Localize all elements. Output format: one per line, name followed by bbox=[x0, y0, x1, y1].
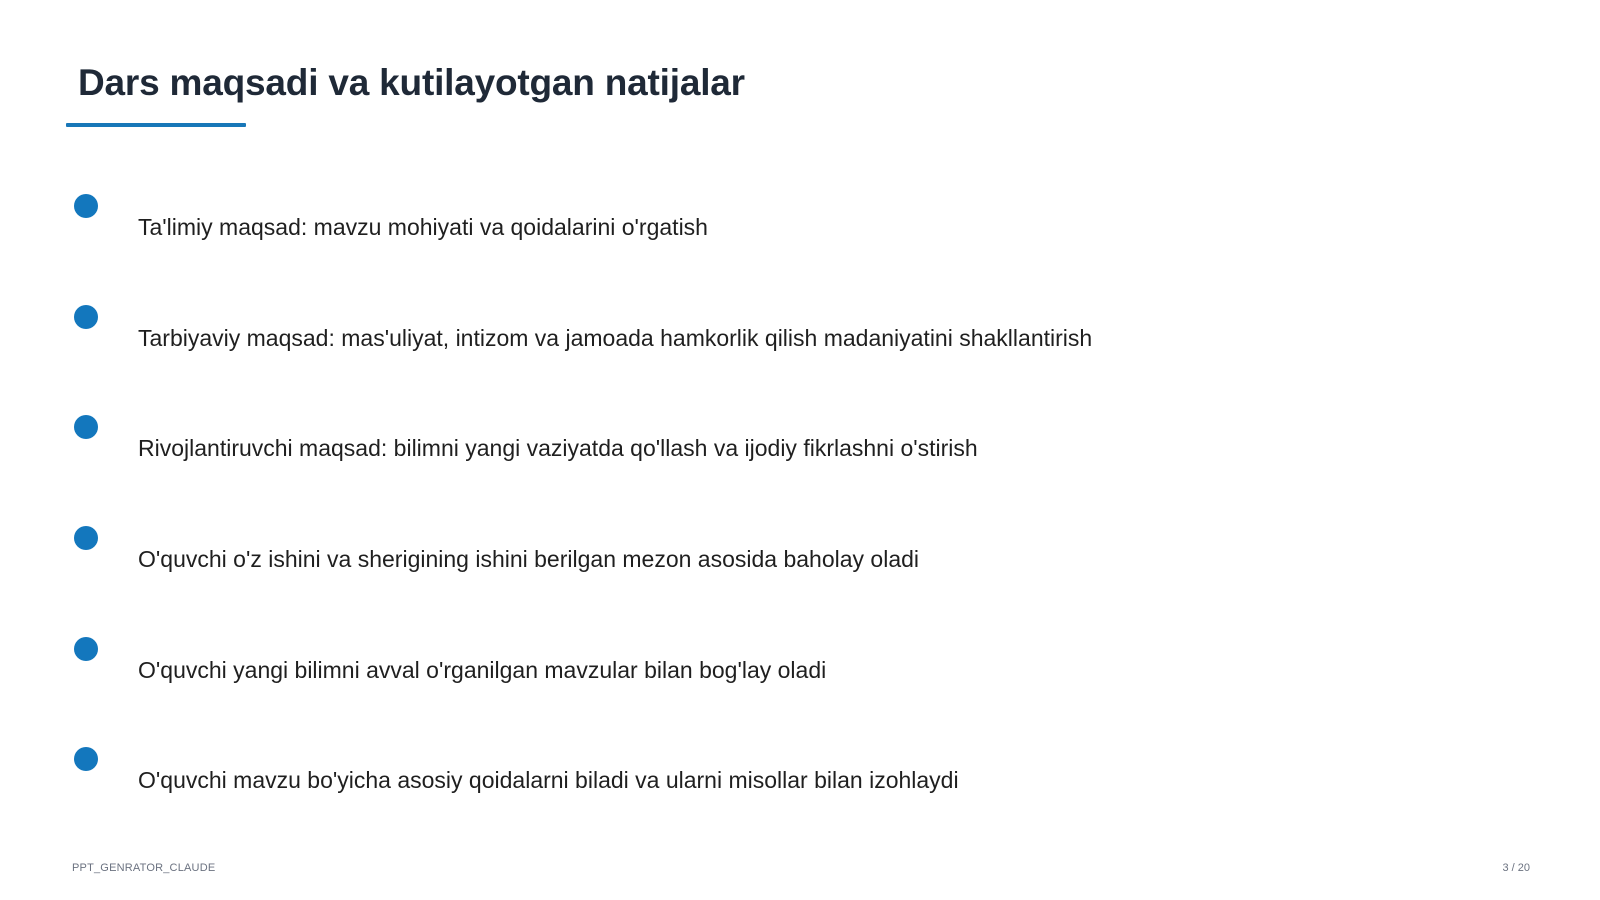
bullet-dot-icon bbox=[74, 526, 98, 550]
bullet-item bbox=[74, 526, 1374, 586]
bullet-item bbox=[74, 305, 1374, 365]
bullet-dot-icon bbox=[74, 194, 98, 218]
title-underline bbox=[66, 123, 246, 127]
bullet-item bbox=[74, 747, 1374, 807]
slide-title: Dars maqsadi va kutilayotgan natijalar bbox=[78, 62, 745, 103]
bullet-text: O'quvchi yangi bilimni avval o'rganilgan mavzular bilan bog'lay oladi bbox=[138, 657, 827, 683]
footer-source-label: PPT_GENRATOR_CLAUDE bbox=[72, 862, 216, 874]
bullet-text: O'quvchi mavzu bo'yicha asosiy qoidalarni biladi va ularni misollar bilan izohlaydi bbox=[138, 767, 959, 793]
bullet-text: Rivojlantiruvchi maqsad: bilimni yangi vaziyatda qo'llash va ijodiy fikrlashni o'stirish bbox=[138, 435, 978, 461]
bullet-item bbox=[74, 637, 1374, 697]
bullet-text: Tarbiyaviy maqsad: mas'uliyat, intizom va jamoada hamkorlik qilish madaniyatini shakllantirish bbox=[138, 325, 1093, 351]
page-indicator: 3 / 20 bbox=[1502, 862, 1530, 874]
bullet-item bbox=[74, 415, 1374, 475]
bullet-dot-icon bbox=[74, 637, 98, 661]
bullet-text: Ta'limiy maqsad: mavzu mohiyati va qoidalarini o'rgatish bbox=[138, 214, 708, 240]
bullet-dot-icon bbox=[74, 305, 98, 329]
bullet-item bbox=[74, 194, 1374, 254]
bullet-dot-icon bbox=[74, 415, 98, 439]
bullet-dot-icon bbox=[74, 747, 98, 771]
bullet-text: O'quvchi o'z ishini va sherigining ishini berilgan mezon asosida baholay oladi bbox=[138, 546, 920, 572]
